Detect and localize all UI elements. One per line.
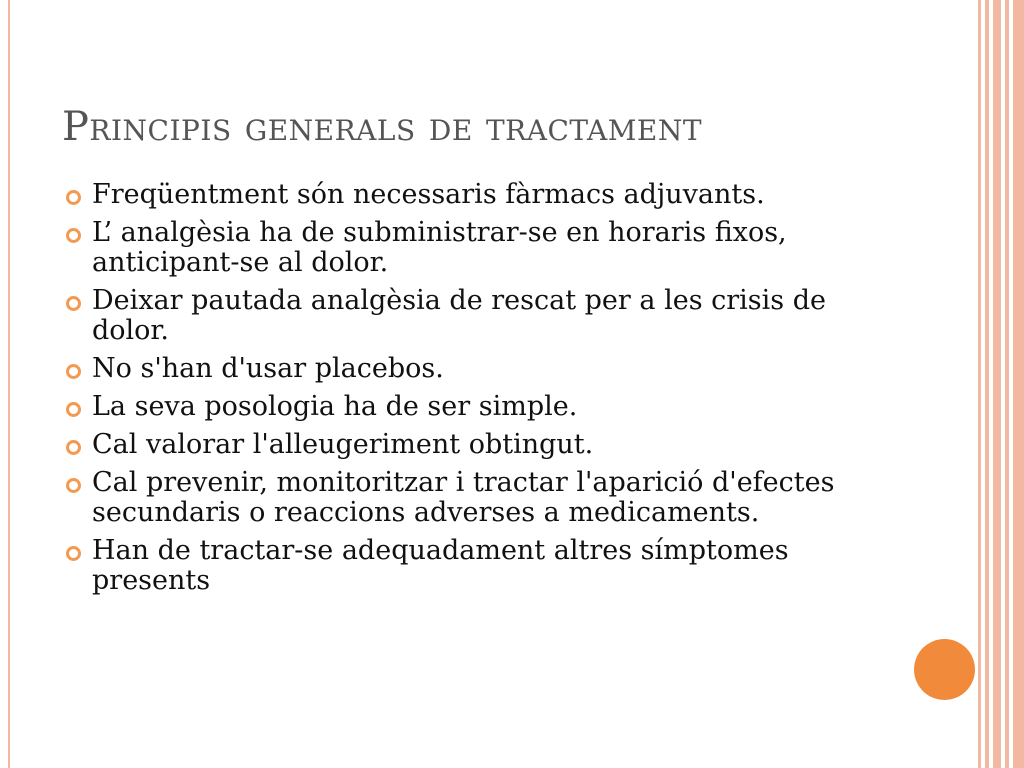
bullet-text: Freqüentment són necessaris fàrmacs adjuvants.: [92, 179, 765, 210]
bullet-text: Deixar pautada analgèsia de rescat per a les crisis de dolor.: [92, 285, 826, 346]
bullet-text: Cal prevenir, monitoritzar i tractar l'aparició d'efectes secundaris o reaccions adverses a medicaments.: [92, 467, 835, 528]
bullet-text: Han de tractar-se adequadament altres símptomes presents: [92, 535, 789, 596]
bullet-text: No s'han d'usar placebos.: [92, 353, 444, 384]
stripe: [993, 0, 1001, 768]
bullet-item: [64, 286, 864, 346]
bullet-item: [64, 354, 864, 384]
bullet-item: [64, 180, 864, 210]
slide-title: Principis generals de tractament: [62, 104, 703, 150]
bullet-item: [64, 218, 864, 278]
ring-bullet-icon: [66, 190, 81, 205]
ring-bullet-icon: [66, 402, 81, 417]
right-decorative-stripes: [978, 0, 1024, 768]
ring-bullet-icon: [66, 364, 81, 379]
bullet-text: Cal valorar l'alleugeriment obtingut.: [92, 429, 594, 460]
bullet-list: [64, 180, 864, 604]
ring-bullet-icon: [66, 296, 81, 311]
left-border-line: [8, 0, 10, 768]
orange-circle-decoration: [914, 639, 975, 700]
stripe: [1005, 0, 1009, 768]
bullet-text: L’ analgèsia ha de subministrar-se en horaris fixos, anticipant-se al dolor.: [92, 217, 787, 278]
ring-bullet-icon: [66, 546, 81, 561]
bullet-item: [64, 468, 864, 528]
stripe: [985, 0, 989, 768]
bullet-item: [64, 536, 864, 596]
bullet-text: La seva posologia ha de ser simple.: [92, 391, 578, 422]
ring-bullet-icon: [66, 228, 81, 243]
stripe: [1013, 0, 1024, 768]
stripe: [978, 0, 981, 768]
ring-bullet-icon: [66, 478, 81, 493]
bullet-item: [64, 392, 864, 422]
bullet-item: [64, 430, 864, 460]
ring-bullet-icon: [66, 440, 81, 455]
